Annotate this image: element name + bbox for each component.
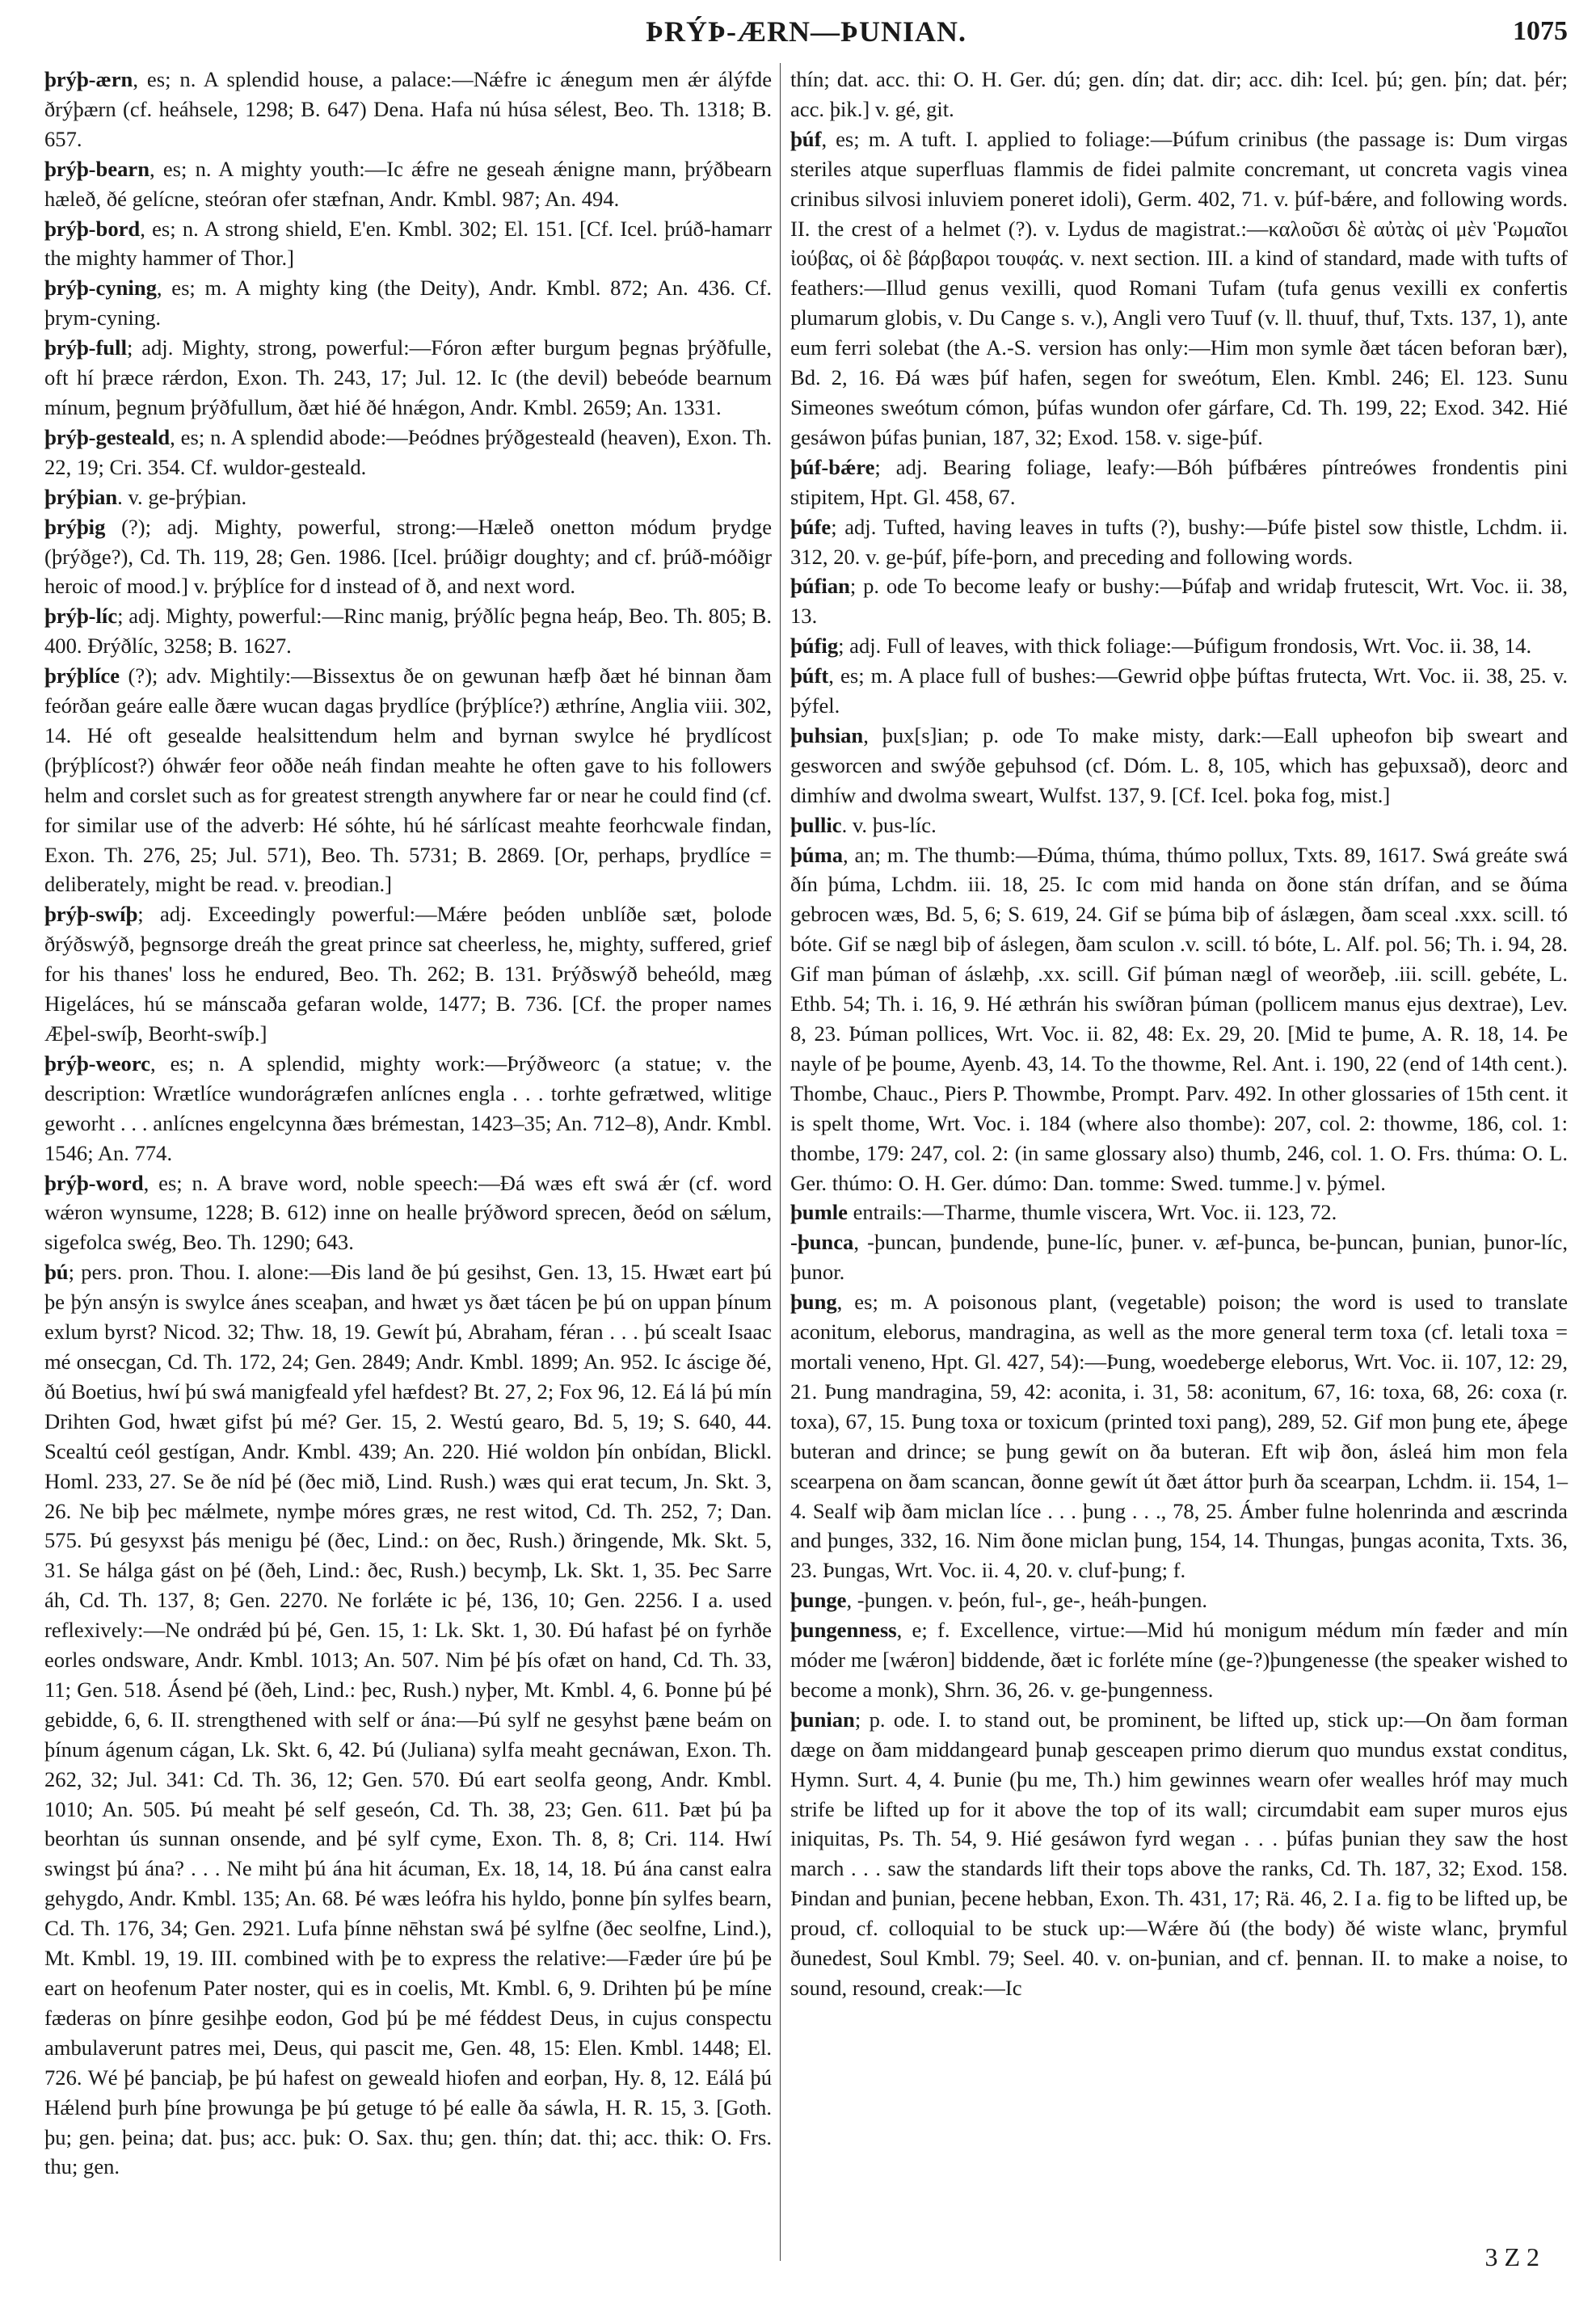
headword: þullic (790, 812, 842, 837)
dictionary-entry (44, 214, 772, 274)
entry-body: , es; n. A brave word, noble speech:—Ðá wæs eft swá ǽr (cf. word wǽron wynsume, 1228; B. 612) inne on healle þrýðword sprecen, ðeód on sǽlum, sigefolca swég, Beo. Th. 1290; 643. (44, 1170, 772, 1255)
headword: þúfe (790, 514, 832, 539)
entry-body: , es; m. A poisonous plant, (vegetable) poison; the word is used to translate aconitum, eleborus, mandragina, as well as the more general term toxa (cf. letali toxa = mortali veneno, Hpt. Gl. 427, 54):—Þung, woedeberge eleborus, Wrt. Voc. ii. 107, 12: 29, 21. Þung mandragina, 59, 42: aconita, i. 31, 58: aconitum, 67, 16: toxa, 68, 26: coxa (r. toxa), 67, 15. Þung toxa or toxicum (printed toxi pang), 289, 52. Gif mon þung ete, áþege buteran and drince; se þung gewít on ða buteran. Eft wiþ ðon, ásleá him mon fela scearpena on ðam scancan, ðonne gewít út ðæt áttor þurh ða scearpan, Lchdm. ii. 154, 1–4. Sealf wiþ ðam miclan líce . . . þung . . ., 78, 25. Ámber fulne holenrinda and æscrinda and þunges, 332, 16. Nim ðone miclan þung, 154, 14. Thungas, þungas aconita, Txts. 36, 23. Þungas, Wrt. Voc. ii. 4, 20. v. cluf-þung; f. (790, 1290, 1568, 1583)
running-head: ÞRÝÞ-ÆRN—ÞUNIAN. (646, 15, 966, 48)
headword: þungenness (790, 1618, 897, 1643)
dictionary-entry (790, 453, 1568, 512)
headword: þuhsian (790, 722, 864, 747)
dictionary-entry (790, 1585, 1568, 1615)
entry-body: , es; n. A splendid, mighty work:—Þrýðweorc (a statue; v. the description: Wrætlíce wundorágræfen anlícnes engla . . . torhte gefrætwed, wlitige geworht . . . anlícnes engelcynna ðæs brémestan, 1423–35; An. 712–8), Andr. Kmbl. 1546; An. 774. (44, 1050, 772, 1165)
dictionary-entry (44, 333, 772, 423)
dictionary-entry (790, 1227, 1568, 1287)
dictionary-entry (790, 65, 1568, 124)
left-column (44, 65, 772, 2182)
headword: þrýþ-bord (44, 216, 141, 241)
headword: þúfian (790, 574, 850, 599)
headword: þrýþ-bearn (44, 156, 150, 181)
dictionary-entry (44, 154, 772, 214)
dictionary-entry (790, 571, 1568, 631)
dictionary-entry (44, 512, 772, 602)
dictionary-entry (44, 1168, 772, 1258)
headword: -þunca (790, 1230, 854, 1255)
dictionary-entry (790, 124, 1568, 453)
dictionary-entry (44, 899, 772, 1049)
dictionary-entry (790, 631, 1568, 661)
dictionary-entry (44, 65, 772, 154)
dictionary-entry (790, 512, 1568, 572)
headword: þúfig (790, 634, 839, 659)
dictionary-entry (790, 1705, 1568, 2003)
entry-body: ; adj. Exceedingly powerful:—Mǽre þeóden unblíðe sæt, þolode ðrýðswýð, þegnsorge dreáh the great prince sat cheerless, he, mighty, suffered, grief for his thanes' loss he endured, Beo. Th. 262; B. 131. Þrýðswýð beheóld, mæg Higeláces, hú se mánscaða gefaran wolde, 1477; B. 736. [Cf. the proper names Æþel-swíþ, Beorht-swíþ.] (44, 902, 772, 1046)
headword: þrýþ-líc (44, 604, 118, 629)
dictionary-entry (44, 601, 772, 661)
headword: þrýþ-full (44, 335, 127, 360)
entry-body: ; pers. pron. Thou. I. alone:—Ðis land ðe þú gesihst, Gen. 13, 15. Hwæt eart þú þe þýn ansýn is swylce ánes sceaþan, and hwæt ys ðæt tácen þe þú on uppan þínum exlum byrst? Nicod. 32; Thw. 18, 19. Gewít þú, Abraham, féran . . . þú scealt Isaac mé onsecgan, Cd. Th. 172, 24; Gen. 2849; Andr. Kmbl. 1899; An. 952. Ic áscige ðé, ðú Boetius, hwí þú swá manigfeald yfel hæfdest? Bt. 27, 2; Fox 96, 12. Eá lá þú mín Drihten God, hwæt gifst þú mé? Ger. 15, 2. Westú gearo, Bd. 5, 19; S. 640, 44. Scealtú ceól gestígan, Andr. Kmbl. 439; An. 220. Hié woldon þín onbídan, Blickl. Homl. 233, 27. Se ðe níd þé (ðec mið, Lind. Rush.) wæs qui erat tecum, Jn. Skt. 3, 26. Ne biþ þec mǽlmete, nymþe móres græs, ne rest witod, Cd. Th. 252, 7; Dan. 575. Þú gesyxst þás menigu þé (ðec, Lind.: on ðec, Rush.) ðringende, Mk. Skt. 5, 31. Se hálga gást on þé (ðeh, Lind.: ðec, Rush.) becymþ, Lk. Skt. 1, 35. Þec Sarre áh, Cd. Th. 137, 8; Gen. 2270. Ne forlǽte ic þé, 136, 10; Gen. 2256. I a. used reflexively:—Ne ondrǽd þú þé, Gen. 15, 1: Lk. Skt. 1, 30. Ðú hafast þé on fyrhðe eorles ondsware, Andr. Kmbl. 1013; An. 507. Nim þé þís ofæt on hand, Cd. Th. 33, 11; Gen. 518. Ásend þé (ðeh, Lind.: þec, Rush.) nyþer, Mt. Kmbl. 4, 6. Þonne þú þé gebidde, 6, 6. II. strengthened with self or ána:—Þú sylf ne gesyhst þæne beám on þínum ágenum cágan, Lk. Skt. 6, 42. Þú (Juliana) sylfa meaht gecnáwan, Exon. Th. 262, 32; Jul. 341: Cd. Th. 36, 12; Gen. 570. Ðú eart seolfa geong, Andr. Kmbl. 1010; An. 505. Þú meaht þé self geseón, Cd. Th. 38, 23; Gen. 611. Þæt þú þa beorhtan ús sunnan onsende, and þé sylf cyme, Exon. Th. 8, 8; Cri. 114. Hwí swingst þú ána? . . . Ne miht þú ána hit ácuman, Ex. 18, 14, 18. Þú ána canst ealra gehygdo, Andr. Kmbl. 135; An. 68. Þé wæs leófra his hyldo, þonne þín sylfes bearn, Cd. Th. 176, 34; Gen. 2921. Lufa þínne nēhstan swá þé sylfne (ðec seolfne, Lind.), Mt. Kmbl. 19, 19. III. combined with þe to express the relative:—Fæder úre þú þe eart on heofenum Pater noster, qui es in coelis, Mt. Kmbl. 6, 9. Drihten þú þe míne fæderas on þínre gesihþe eodon, God þú þe mé féddest Deus, in cujus conspectu ambulaverunt patres mei, Deus, qui pascit me, Gen. 48, 15: Elen. Kmbl. 1448; El. 726. Wé þé þanciaþ, þe þú hafest on geweald hiofen and eorþan, Hy. 8, 12. Eálá þú Hǽlend þurh þíne þrowunga þe þú getuge tó þé ealle ða sáwla, H. R. 15, 3. [Goth. þu; gen. þeina; dat. þus; acc. þuk: O. Sax. thu; gen. thín; dat. thi; acc. thik: O. Frs. thu; gen. (44, 1260, 772, 2179)
dictionary-entry (790, 840, 1568, 1198)
entry-body: thín; dat. acc. thi: O. H. Ger. dú; gen. dín; dat. dir; acc. dih: Icel. þú; gen. þín; dat. þér; acc. þik.] v. gé, git. (790, 67, 1568, 121)
entry-body: , es; m. A mighty king (the Deity), Andr. Kmbl. 872; An. 436. Cf. þrym-cyning. (44, 276, 772, 330)
headword: þumle (790, 1200, 848, 1225)
page-number: 1075 (1513, 16, 1568, 46)
entry-body: , es; n. A splendid abode:—Þeódnes þrýðgesteald (heaven), Exon. Th. 22, 19; Cri. 354. Cf. wuldor-gesteald. (44, 424, 772, 479)
headword: þrýþ-ærn (44, 67, 133, 91)
dictionary-entry (790, 1287, 1568, 1585)
headword: þrýþlíce (44, 663, 120, 688)
entry-body: ; p. ode To become leafy or bushy:—Þúfaþ and wridaþ frutescit, Wrt. Voc. ii. 38, 13. (790, 574, 1568, 629)
entry-body: , -þuncan, þundende, þune-líc, þuner. v. æf-þunca, be-þuncan, þunian, þunor-líc, þunor. (790, 1230, 1568, 1285)
dictionary-entry (790, 721, 1568, 810)
headword: þung (790, 1290, 837, 1315)
headword: þúf (790, 126, 822, 151)
headword: þúft (790, 663, 829, 688)
entry-body: (?); adv. Mightily:—Bissextus ðe on gewunan hæfþ ðæt hé binnan ðam feórðan geáre ealle ðære wucan dagas þrydlíce (þrýþlíce?) æthríne, Anglia viii. 302, 14. Hé oft gesealde healsittendum helm and byrnan swylce hé þrydlícost (þrýþlícost?) óhwǽr feor oððe neáh findan meahte he often gave to his followers helm and corslet such as for greatest strength anywhere far or near he could find (cf. for similar use of the adverb: Hé sóhte, hú hé sárlícast meahte feorhcwale findan, Exon. Th. 276, 25; Jul. 571), Beo. Th. 5731; B. 2869. [Or, perhaps, þrydlíce = deliberately, might be read. v. þreodian.] (44, 663, 772, 897)
dictionary-entry (44, 661, 772, 899)
entry-body: ; adj. Bearing foliage, leafy:—Bóh þúfbǽres píntreówes frondentis pini stipitem, Hpt. Gl. 458, 67. (790, 454, 1568, 509)
signature-mark: 3 Z 2 (1484, 2242, 1539, 2271)
dictionary-entry (790, 1198, 1568, 1227)
headword: þunian (790, 1707, 855, 1732)
page-header (44, 15, 1568, 55)
entry-body: entrails:—Tharme, thumle viscera, Wrt. Voc. ii. 123, 72. (847, 1200, 1337, 1225)
dictionary-entry (44, 1049, 772, 1168)
headword: þrýþian (44, 484, 118, 509)
dictionary-entry (44, 273, 772, 333)
dictionary-entry (44, 423, 772, 482)
headword: þrýþ-cyning (44, 276, 157, 301)
right-column (790, 65, 1568, 2003)
entry-body: . v. þus-líc. (841, 812, 937, 837)
dictionary-entry (790, 661, 1568, 721)
entry-body: , es; n. A mighty youth:—Ic ǽfre ne geseah ǽnigne mann, þrýðbearn hæleð, ðé gelícne, steóran ofer stæfnan, Andr. Kmbl. 987; An. 494. (44, 156, 772, 211)
entry-body: , es; m. A tuft. I. applied to foliage:—Þúfum crinibus (the passage is: Dum virgas steriles atque superfluas flammis de fidei palmite concremant, ut concreta vagis vinea crinibus silvosi inluviem poneret idoli), Germ. 402, 71. v. þúf-bǽre, and following words. II. the crest of a helmet (?). v. Lydus de magistrat.:—καλοῦσι δὲ αὐτὰς οἱ μὲν Ῥωμαῖοι ἰούβας, οἱ δὲ βάρβαροι τουφάς. v. next section. III. a kind of standard, made with tufts of feathers:—Illud genus vexilli, quod Romani Tufam (tufa genus vexilli ex confertis plumarum globis, v. Du Cange s. v.), Angli vero Tuuf (v. ll. thuuf, thuf, Txts. 137, 1), ante eum ferri solebat (the A.-S. version has only:—Him mon symle ðæt tácen beforan bær), Bd. 2, 16. Ðá wæs þúf hafen, segen for sweótum, Elen. Kmbl. 246; El. 123. Sunu Simeones sweótum cómon, þúfas wundon ofer gárfare, Cd. Th. 199, 22; Exod. 342. Hié gesáwon þúfas þunian, 187, 32; Exod. 158. v. sige-þúf. (790, 126, 1568, 449)
dictionary-entry (790, 810, 1568, 840)
entry-body: ; adj. Mighty, powerful:—Rinc manig, þrýðlíc þegna heáp, Beo. Th. 805; B. 400. Ðrýðlíc, 3258; B. 1627. (44, 604, 772, 659)
dictionary-entry (790, 1615, 1568, 1705)
dictionary-entry (44, 482, 772, 512)
entry-body: (?); adj. Mighty, powerful, strong:—Hæleð onetton módum þrydge (þrýðge?), Cd. Th. 119, 28; Gen. 1986. [Icel. þrúðigr doughty; and cf. þrúð-móðigr heroic of mood.] v. þrýþlíce for d instead of ð, and next word. (44, 514, 772, 599)
headword: þunge (790, 1588, 847, 1613)
entry-body: , þux[s]ian; p. ode To make misty, dark:—Eall upheofon biþ sweart and gesworcen and swýðe geþuhsod (cf. Dóm. L. 8, 105, which has geþuxsað), deorc and dimhíw and dwolma sweart, Wulfst. 137, 9. [Cf. Icel. þoka fog, mist.] (790, 722, 1568, 807)
column-divider (780, 63, 781, 2261)
entry-body: , es; m. A place full of bushes:—Gewrid oþþe þúftas frutecta, Wrt. Voc. ii. 38, 25. v. þýfel. (790, 663, 1568, 718)
headword: þrýþ-swíþ (44, 902, 138, 927)
headword: þú (44, 1260, 69, 1285)
entry-body: ; adj. Tufted, having leaves in tufts (?), bushy:—Þúfe þistel sow thistle, Lchdm. ii. 312, 20. v. ge-þúf, þífe-þorn, and preceding and following words. (790, 514, 1568, 569)
entry-body: ; p. ode. I. to stand out, be prominent, be lifted up, stick up:—On ðam forman dæge on ðam middangeard þunaþ gesceapen primo dierum quo mundus exstat conditus, Hymn. Surt. 4, 4. Þunie (þu me, Th.) him gewinnes wearn ofer wealles hróf may much strife be lifted up for it above the top of its wall; circumdabit eam super muros ejus iniquitas, Ps. Th. 54, 9. Hié gesáwon fyrd wegan . . . þúfas þunian they saw the host march . . . saw the standards lift their tops above the ranks, Cd. Th. 187, 32; Exod. 158. Þindan and þunian, þecene hebban, Exon. Th. 431, 17; Rä. 46, 2. I a. fig to be lifted up, be proud, cf. colloquial to be stuck up:—Wǽre ðú (the body) ðé wiste wlanc, þrymful ðunedest, Soul Kmbl. 79; Seel. 40. v. on-þunian, and cf. þennan. II. to make a noise, to sound, resound, creak:—Ic (790, 1707, 1568, 2000)
entry-body: ; adj. Full of leaves, with thick foliage:—Þúfigum frondosis, Wrt. Voc. ii. 38, 14. (838, 634, 1532, 659)
entry-body: ; adj. Mighty, strong, powerful:—Fóron æfter burgum þegnas þrýðfulle, oft hí þræce rǽrdon, Exon. Th. 243, 17; Jul. 12. Ic (the devil) bebeóde bearnum mínum, þegnum þrýðfullum, ðæt hié ðé hnǽgon, Andr. Kmbl. 2659; An. 1331. (44, 335, 772, 419)
headword: þrýþig (44, 514, 106, 539)
entry-body: , -þungen. v. þeón, ful-, ge-, heáh-þungen. (846, 1588, 1208, 1613)
headword: þrýþ-word (44, 1170, 144, 1195)
headword: þrýþ-weorc (44, 1050, 150, 1076)
headword: þúf-bǽre (790, 454, 875, 479)
entry-body: , es; n. A strong shield, E'en. Kmbl. 302; El. 151. [Cf. Icel. þrúð-hamarr the mighty hammer of Thor.] (44, 216, 772, 271)
entry-body: . v. ge-þrýþian. (117, 484, 247, 509)
dictionary-entry (44, 1257, 772, 2182)
entry-body: , an; m. The thumb:—Ðúma, thúma, thúmo pollux, Txts. 89, 1617. Swá greáte swá ðín þúma, Lchdm. iii. 18, 25. Ic com mid handa on ðone stán drífan, and se ðúma gebrocen wæs, Bd. 5, 6; S. 619, 24. Gif se þúma biþ of áslægen, ðam sceal .xxx. scill. tó bóte. Gif se nægl biþ of áslegen, ðam sculon .v. scill. tó bóte, L. Alf. pol. 56; Th. i. 94, 28. Gif man þúman of áslæhþ, .xx. scill. Gif þúman nægl of weorðeþ, .iii. scill. gebéte, L. Ethb. 54; Th. i. 16, 9. Hé æthrán his swíðran þúman (pollicem manus ejus dextrae), Lev. 8, 23. Þúman pollices, Wrt. Voc. ii. 82, 48: Ex. 29, 20. [Mid te þume, A. R. 18, 14. Þe nayle of þe þoume, Ayenb. 43, 14. To the thowme, Rel. Ant. i. 190, 22 (end of 14th cent.). Thombe, Chauc., Piers P. Thowmbe, Prompt. Parv. 492. In other glossaries of 15th cent. it is spelt thome, Wrt. Voc. i. 184 (where also thombe): 207, col. 2: thowme, 186, col. 1: thombe, 179: 247, col. 2: (in same glossary also) thumb, 246, col. 1. O. Frs. thúma: O. L. Ger. thúmo: O. H. Ger. dúmo: Dan. tomme: Swed. tumme.] v. þýmel. (790, 842, 1568, 1195)
headword: þúma (790, 842, 844, 867)
headword: þrýþ-gesteald (44, 424, 171, 449)
entry-body: , es; n. A splendid house, a palace:—Nǽfre ic ǽnegum men ǽr álýfde ðrýþærn (cf. heáhsele, 1298; B. 647) Dena. Hafa nú húsa sélest, Beo. Th. 1318; B. 657. (44, 67, 772, 151)
entry-body: , e; f. Excellence, virtue:—Mid hú monigum médum mín fæder and mín móder me [wǽron] biddende, ðæt ic forléte míne (ge-?)þungenesse (the speaker wished to become a monk), Shrn. 36, 26. v. ge-þungenness. (790, 1618, 1568, 1702)
